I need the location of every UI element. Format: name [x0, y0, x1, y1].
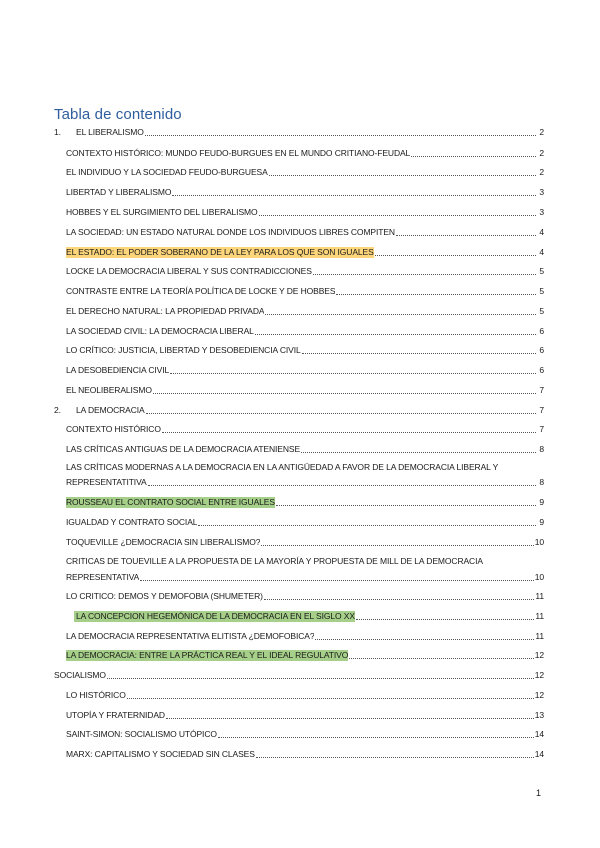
- toc-entry-text: LOCKE LA DEMOCRACIA LIBERAL Y SUS CONTRADICCIONES: [66, 266, 312, 276]
- toc-entry-text: LO CRITICO: DEMOS Y DEMOFOBIA (SHUMETER): [66, 591, 263, 601]
- toc-entry-text: LA DEMOCRACIA REPRESENTATIVA ELITISTA ¿DEMOFOBICA?: [66, 631, 315, 641]
- toc-entry[interactable]: [66, 516, 544, 528]
- toc-leader-dots: [349, 647, 533, 659]
- toc-entry-page: 11: [535, 631, 544, 641]
- toc-entry-text: EL INDIVIDUO Y LA SOCIEDAD FEUDO-BURGUESA: [66, 167, 268, 177]
- toc-entry-text: LA SOCIEDAD CIVIL: LA DEMOCRACIA LIBERAL: [66, 326, 254, 336]
- toc-entry-text: EL DERECHO NATURAL: LA PROPIEDAD PRIVADA: [66, 306, 265, 316]
- toc-entry-text: CONTEXTO HISTÓRICO: [66, 424, 161, 434]
- toc-entry-text: SOCIALISMO: [54, 670, 106, 680]
- toc-leader-dots: [146, 402, 536, 414]
- toc-entry-text: IGUALDAD Y CONTRATO SOCIAL: [66, 517, 198, 527]
- toc-entry[interactable]: [66, 265, 544, 277]
- toc-leader-dots: [162, 421, 536, 433]
- toc-entry[interactable]: [54, 404, 544, 416]
- toc-entry-number: 1.: [54, 127, 61, 137]
- toc-entry[interactable]: [66, 186, 544, 198]
- toc-entry[interactable]: [54, 669, 544, 681]
- toc-entry-line1[interactable]: CRITICAS DE TOUEVILLE A LA PROPUESTA DE LA MAYORÍA Y PROPUESTA DE MILL DE LA DEMOCRACIA: [66, 556, 483, 566]
- toc-entry[interactable]: [74, 610, 544, 622]
- toc-entry-page: 14: [534, 749, 544, 759]
- toc-entry-page: 14: [534, 729, 544, 739]
- toc-entry-page: 2: [539, 127, 544, 137]
- toc-entry-text: ROUSSEAU EL CONTRATO SOCIAL ENTRE IGUALES: [66, 497, 275, 507]
- toc-entry[interactable]: [66, 748, 544, 760]
- toc-entry-page: 5: [539, 266, 544, 276]
- toc-entry[interactable]: [66, 305, 544, 317]
- toc-entry[interactable]: [66, 246, 544, 258]
- toc-leader-dots: [153, 382, 536, 394]
- toc-entry-text: LO CRÍTICO: JUSTICIA, LIBERTAD Y DESOBEDIENCIA CIVIL: [66, 345, 301, 355]
- toc-leader-dots: [261, 534, 533, 546]
- toc-entry-text: EL ESTADO: EL PODER SOBERANO DE LA LEY PARA LOS QUE SON IGUALES: [66, 247, 374, 257]
- toc-entry-text: REPRESENTATITIVA: [66, 477, 147, 487]
- toc-entry-page: 11: [535, 611, 544, 621]
- toc-leader-dots: [315, 628, 534, 640]
- toc-entry-page: 10: [534, 572, 544, 582]
- toc-leader-dots: [166, 707, 534, 719]
- toc-leader-dots: [301, 441, 536, 453]
- toc-entry-page: 8: [539, 477, 544, 487]
- toc-leader-dots: [259, 204, 536, 216]
- toc-entry-text: TOQUEVILLE ¿DEMOCRACIA SIN LIBERALISMO?: [66, 537, 261, 547]
- page-number: 1: [536, 788, 542, 798]
- toc-leader-dots: [172, 184, 536, 196]
- toc-entry[interactable]: [66, 206, 544, 218]
- toc-leader-dots: [356, 608, 534, 620]
- toc-entry-text: EL LIBERALISMO: [76, 127, 144, 137]
- toc-entry[interactable]: [66, 147, 544, 159]
- toc-entry[interactable]: [66, 649, 544, 661]
- toc-entry-page: 2: [539, 148, 544, 158]
- toc-entry[interactable]: [66, 728, 544, 740]
- toc-entry[interactable]: [66, 443, 544, 455]
- toc-entry-page: 12: [534, 690, 544, 700]
- toc-entry-page: 7: [539, 424, 544, 434]
- toc-leader-dots: [218, 726, 534, 738]
- toc-entry-text: UTOPÍA Y FRATERNIDAD: [66, 710, 165, 720]
- toc-entry-line1[interactable]: LAS CRÍTICAS MODERNAS A LA DEMOCRACIA EN LA ANTIGÜEDAD A FAVOR DE LA DEMOCRACIA LIBERAL Y: [66, 462, 499, 472]
- toc-entry-page: 8: [539, 444, 544, 454]
- toc-entry[interactable]: [66, 536, 544, 548]
- toc-entry-page: 13: [534, 710, 544, 720]
- toc-entry-text: REPRESENTATIVA: [66, 572, 140, 582]
- toc-entry[interactable]: [66, 496, 544, 508]
- toc-entry-page: 6: [539, 345, 544, 355]
- toc-entry-page: 4: [539, 227, 544, 237]
- toc-leader-dots: [107, 667, 534, 679]
- toc-entry-text: CONTEXTO HISTÓRICO: MUNDO FEUDO-BURGUES EN EL MUNDO CRITIANO-FEUDAL: [66, 148, 411, 158]
- toc-entry-page: 11: [535, 591, 544, 601]
- toc-leader-dots: [375, 244, 536, 256]
- toc-entry-page: 7: [539, 405, 544, 415]
- toc-entry[interactable]: [66, 590, 544, 602]
- toc-entry-page: 4: [539, 247, 544, 257]
- toc-entry-text: LAS CRÍTICAS ANTIGUAS DE LA DEMOCRACIA ATENIENSE: [66, 444, 301, 454]
- toc-entry[interactable]: [66, 285, 544, 297]
- toc-leader-dots: [256, 746, 534, 758]
- toc-entry-page: 12: [534, 650, 544, 660]
- toc-entry-text: LA CONCEPCION HEGEMÓNICA DE LA DEMOCRACIA EN EL SIGLO XX: [76, 611, 355, 621]
- toc-entry[interactable]: [66, 423, 544, 435]
- toc-entry-text: LA SOCIEDAD: UN ESTADO NATURAL DONDE LOS INDIVIDUOS LIBRES COMPITEN: [66, 227, 395, 237]
- toc-entry-page: 6: [539, 326, 544, 336]
- toc-entry-page: 7: [539, 385, 544, 395]
- toc-entry[interactable]: [66, 226, 544, 238]
- toc-entry-page: 12: [534, 670, 544, 680]
- toc-entry-number: 2.: [54, 405, 61, 415]
- toc-entry-text: LA DESOBEDIENCIA CIVIL: [66, 365, 170, 375]
- toc-entry[interactable]: [66, 364, 544, 376]
- toc-entry-page: 9: [539, 517, 544, 527]
- toc-leader-dots: [148, 474, 536, 486]
- toc-leader-dots: [198, 514, 536, 526]
- toc-leader-dots: [145, 124, 536, 136]
- toc-entry-text: LA DEMOCRACIA: [76, 405, 145, 415]
- toc-entry[interactable]: [66, 384, 544, 396]
- toc-entry-text: CONTRASTE ENTRE LA TEORÍA POLÍTICA DE LOCKE Y DE HOBBES: [66, 286, 336, 296]
- toc-entry-page: 5: [539, 306, 544, 316]
- toc-entry-text: LO HISTÓRICO: [66, 690, 126, 700]
- toc-leader-dots: [264, 588, 534, 600]
- toc-leader-dots: [269, 164, 536, 176]
- toc-leader-dots: [302, 342, 536, 354]
- toc-leader-dots: [255, 323, 536, 335]
- toc-entry[interactable]: [66, 166, 544, 178]
- toc-entry[interactable]: [54, 126, 544, 138]
- toc-entry-page: 5: [539, 286, 544, 296]
- toc-entry-page: 6: [539, 365, 544, 375]
- toc-entry[interactable]: [66, 325, 544, 337]
- toc-entry-text: MARX: CAPITALISMO Y SOCIEDAD SIN CLASES: [66, 749, 255, 759]
- toc-entry-text: EL NEOLIBERALISMO: [66, 385, 152, 395]
- toc-leader-dots: [336, 283, 536, 295]
- toc-leader-dots: [170, 362, 536, 374]
- toc-entry-page: 3: [539, 187, 544, 197]
- toc-leader-dots: [396, 224, 536, 236]
- toc-entry-text: LIBERTAD Y LIBERALISMO: [66, 187, 172, 197]
- toc-entry-text: HOBBES Y EL SURGIMIENTO DEL LIBERALISMO: [66, 207, 258, 217]
- toc-entry[interactable]: [66, 709, 544, 721]
- toc-entry-page: 10: [534, 537, 544, 547]
- toc-entry-text: SAINT-SIMON: SOCIALISMO UTÓPICO: [66, 729, 217, 739]
- toc-leader-dots: [276, 494, 536, 506]
- toc-leader-dots: [127, 687, 534, 699]
- toc-entry[interactable]: [66, 630, 544, 642]
- toc-entry[interactable]: [66, 476, 544, 488]
- toc-entry-page: 2: [539, 167, 544, 177]
- toc-entry[interactable]: [66, 344, 544, 356]
- toc-entry-page: 3: [539, 207, 544, 217]
- toc-entry[interactable]: [66, 571, 544, 583]
- toc-entry[interactable]: [66, 689, 544, 701]
- toc-leader-dots: [140, 569, 534, 581]
- toc-entry-text: LA DEMOCRACIA: ENTRE LA PRÁCTICA REAL Y EL IDEAL REGULATIVO: [66, 650, 349, 660]
- toc-leader-dots: [411, 145, 536, 157]
- toc-title: Tabla de contenido: [54, 106, 182, 123]
- toc-entry-page: 9: [539, 497, 544, 507]
- toc-leader-dots: [265, 303, 536, 315]
- toc-leader-dots: [313, 263, 536, 275]
